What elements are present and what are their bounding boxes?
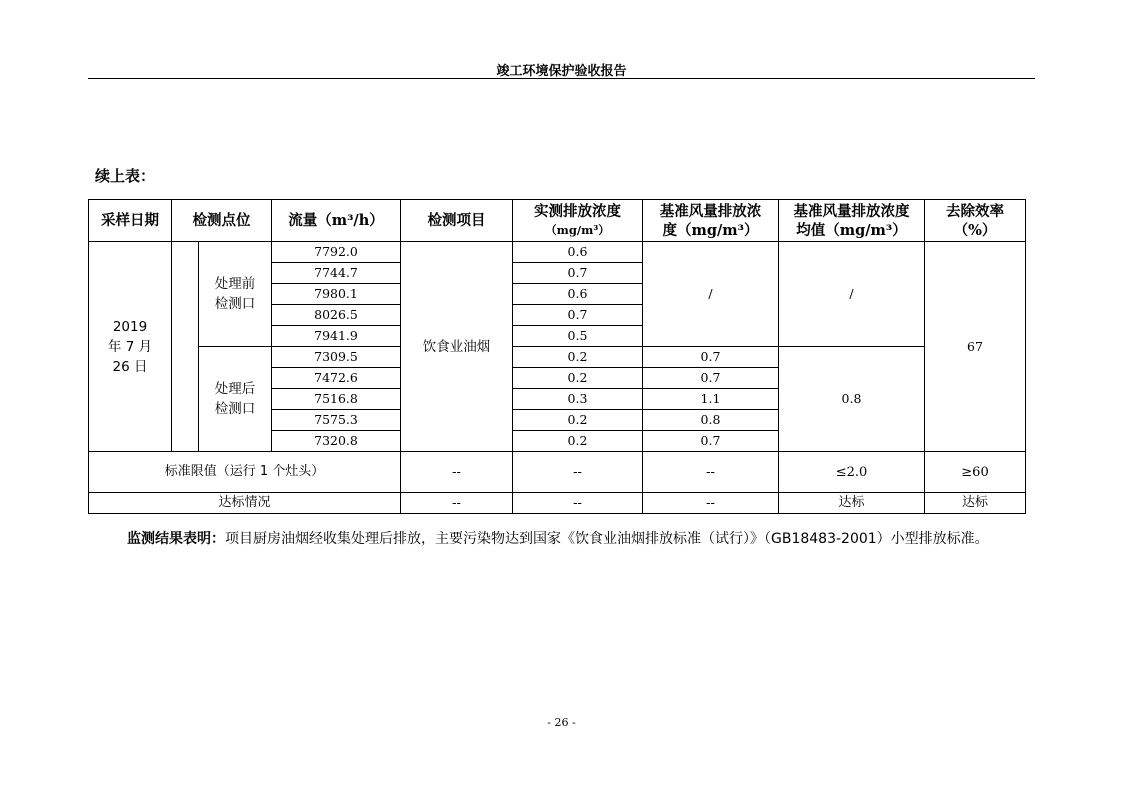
flow-cell: 8026.5 (272, 305, 401, 326)
standard-limit-row (89, 452, 1026, 493)
compliance-avg: 达标 (779, 493, 925, 514)
compliance-base: -- (643, 493, 779, 514)
measured-cell: 0.3 (513, 389, 643, 410)
flow-cell: 7516.8 (272, 389, 401, 410)
flow-cell: 7575.3 (272, 410, 401, 431)
measured-cell: 0.2 (513, 347, 643, 368)
header-measured-line1: 实测排放浓度 (534, 202, 621, 220)
flow-cell: 7941.9 (272, 326, 401, 347)
flow-cell: 7309.5 (272, 347, 401, 368)
base-cell: 1.1 (643, 389, 779, 410)
measured-cell: 0.7 (513, 263, 643, 284)
monitoring-table (88, 199, 1026, 514)
limit-measured: -- (513, 452, 643, 493)
test-item-cell: 饮食业油烟 (401, 242, 513, 452)
flow-cell: 7320.8 (272, 431, 401, 452)
limit-avg: ≤2.0 (779, 452, 925, 493)
sample-date-cell: 2019 年 7 月 26 日 (89, 242, 172, 452)
header-avg (779, 200, 925, 242)
measured-cell: 0.2 (513, 368, 643, 389)
report-header-title: 竣工环境保护验收报告 (496, 64, 627, 79)
table-row (89, 242, 1026, 263)
measured-cell: 0.7 (513, 305, 643, 326)
measured-cell: 0.2 (513, 410, 643, 431)
page-number: - 26 - (547, 716, 576, 729)
base-cell: 0.7 (643, 431, 779, 452)
blank-column-cell (172, 242, 199, 452)
base-cell: 0.8 (643, 410, 779, 431)
header-eff-line2: （%） (953, 221, 997, 239)
flow-cell: 7792.0 (272, 242, 401, 263)
base-cell: 0.7 (643, 368, 779, 389)
compliance-efficiency: 达标 (925, 493, 1026, 514)
header-avg-line2: 均值（mg/m³） (796, 221, 907, 239)
measured-cell: 0.6 (513, 284, 643, 305)
conclusion-lead: 监测结果表明： (127, 531, 225, 547)
efficiency-cell: 67 (925, 242, 1026, 452)
flow-cell: 7980.1 (272, 284, 401, 305)
table-header-row (89, 200, 1026, 242)
compliance-item: -- (401, 493, 513, 514)
header-base-line2: 度（mg/m³） (662, 221, 759, 239)
measured-cell: 0.2 (513, 431, 643, 452)
limit-item: -- (401, 452, 513, 493)
base-before-cell: / (643, 242, 779, 347)
measured-cell: 0.6 (513, 242, 643, 263)
flow-cell: 7744.7 (272, 263, 401, 284)
compliance-row (89, 493, 1026, 514)
header-efficiency (925, 200, 1026, 242)
avg-after-cell: 0.8 (779, 347, 925, 452)
table-row (89, 347, 1026, 368)
conclusion-text: 项目厨房油烟经收集处理后排放，主要污染物达到国家《饮食业油烟排放标准（试行）》（GB18483-2001）小型排放标准。 (225, 531, 989, 547)
header-flow: 流量（m³/h） (272, 200, 401, 242)
header-date: 采样日期 (89, 200, 172, 242)
header-point: 检测点位 (172, 200, 272, 242)
header-base (643, 200, 779, 242)
flow-cell: 7472.6 (272, 368, 401, 389)
point-before-cell: 处理前检测口 (199, 242, 272, 347)
avg-before-cell: / (779, 242, 925, 347)
header-item: 检测项目 (401, 200, 513, 242)
limit-base: -- (643, 452, 779, 493)
header-avg-line1: 基准风量排放浓度 (793, 202, 910, 220)
header-base-line1: 基准风量排放浓 (659, 202, 762, 220)
header-eff-line1: 去除效率 (946, 202, 1004, 220)
header-measured-line2: （mg/m³） (545, 222, 610, 237)
header-measured (513, 200, 643, 242)
compliance-measured: -- (513, 493, 643, 514)
table-continued-caption: 续上表： (95, 167, 156, 185)
limit-efficiency: ≥60 (925, 452, 1026, 493)
compliance-label: 达标情况 (89, 493, 401, 514)
limit-label: 标准限值（运行 1 个灶头） (89, 452, 401, 493)
measured-cell: 0.5 (513, 326, 643, 347)
point-after-cell: 处理后检测口 (199, 347, 272, 452)
conclusion-paragraph (95, 524, 1025, 554)
header-divider (88, 78, 1035, 79)
base-cell: 0.7 (643, 347, 779, 368)
